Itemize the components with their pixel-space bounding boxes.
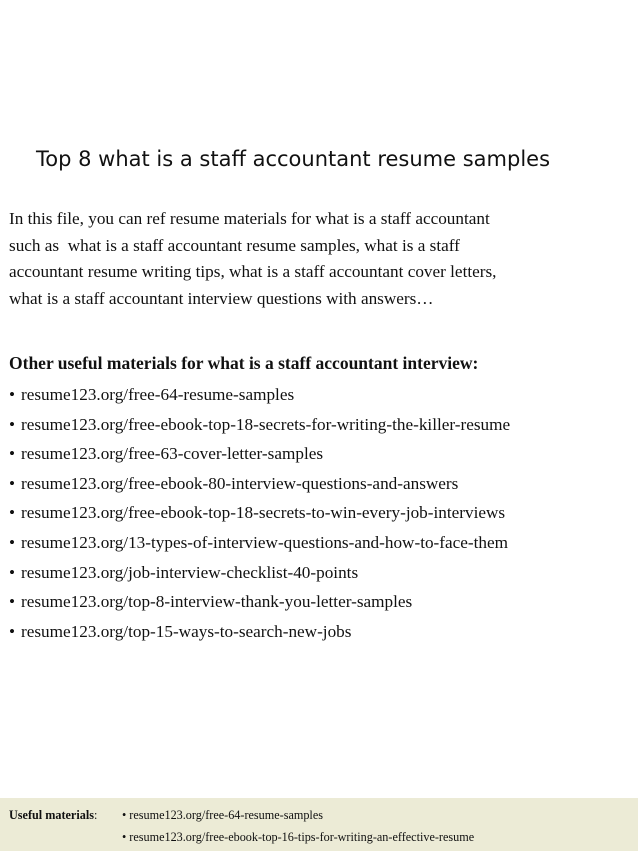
intro-line: such as what is a staff accountant resume samples, what is a staff xyxy=(9,235,460,255)
bullet-icon: • xyxy=(9,621,16,641)
materials-heading: Other useful materials for what is a staff accountant interview: xyxy=(9,353,479,373)
footer-label-colon: : xyxy=(93,808,98,822)
bullet-icon: • xyxy=(9,592,16,612)
list-item xyxy=(9,498,634,528)
list-item xyxy=(9,617,634,647)
list-item xyxy=(9,587,634,617)
list-item xyxy=(9,410,634,440)
footer-item xyxy=(122,830,474,845)
footer-item xyxy=(122,808,323,823)
intro-line: what is a staff accountant interview questions with answers… xyxy=(9,288,434,308)
footer-link[interactable]: resume123.org/free-64-resume-samples xyxy=(129,808,323,822)
page-title: Top 8 what is a staff accountant resume samples xyxy=(36,147,551,171)
bullet-icon: • xyxy=(122,808,127,822)
materials-link[interactable]: resume123.org/free-ebook-top-18-secrets-for-writing-the-killer-resume xyxy=(21,414,511,434)
materials-link[interactable]: resume123.org/free-ebook-80-interview-questions-and-answers xyxy=(21,473,459,493)
materials-link[interactable]: resume123.org/job-interview-checklist-40-points xyxy=(21,562,359,582)
materials-link[interactable]: resume123.org/free-ebook-top-18-secrets-to-win-every-job-interviews xyxy=(21,503,506,523)
footer-bar xyxy=(0,798,638,851)
materials-link[interactable]: resume123.org/top-8-interview-thank-you-letter-samples xyxy=(21,592,413,612)
list-item xyxy=(9,380,634,410)
materials-link[interactable]: resume123.org/top-15-ways-to-search-new-jobs xyxy=(21,621,352,641)
list-item xyxy=(9,528,634,558)
bullet-icon: • xyxy=(9,562,16,582)
materials-link[interactable]: resume123.org/free-64-resume-samples xyxy=(21,385,295,404)
bullet-icon: • xyxy=(9,444,16,464)
list-item xyxy=(9,558,634,588)
bullet-icon: • xyxy=(122,830,127,844)
bullet-icon: • xyxy=(9,473,16,493)
intro-line: In this file, you can ref resume materials for what is a staff accountant xyxy=(9,209,490,228)
intro-line: accountant resume writing tips, what is a staff accountant cover letters, xyxy=(9,262,497,281)
bullet-icon: • xyxy=(9,503,16,523)
materials-list xyxy=(9,380,634,646)
list-item xyxy=(9,469,634,499)
footer-label xyxy=(9,808,97,823)
bullet-icon: • xyxy=(9,414,16,434)
intro-paragraph xyxy=(9,206,629,312)
bullet-icon: • xyxy=(9,532,16,552)
materials-link[interactable]: resume123.org/13-types-of-interview-questions-and-how-to-face-them xyxy=(21,532,508,552)
footer-label-text: Useful materials xyxy=(9,808,94,822)
bullet-icon: • xyxy=(9,385,16,404)
materials-link[interactable]: resume123.org/free-63-cover-letter-samples xyxy=(21,444,324,464)
list-item xyxy=(9,439,634,469)
footer-link[interactable]: resume123.org/free-ebook-top-16-tips-for-writing-an-effective-resume xyxy=(129,830,475,844)
